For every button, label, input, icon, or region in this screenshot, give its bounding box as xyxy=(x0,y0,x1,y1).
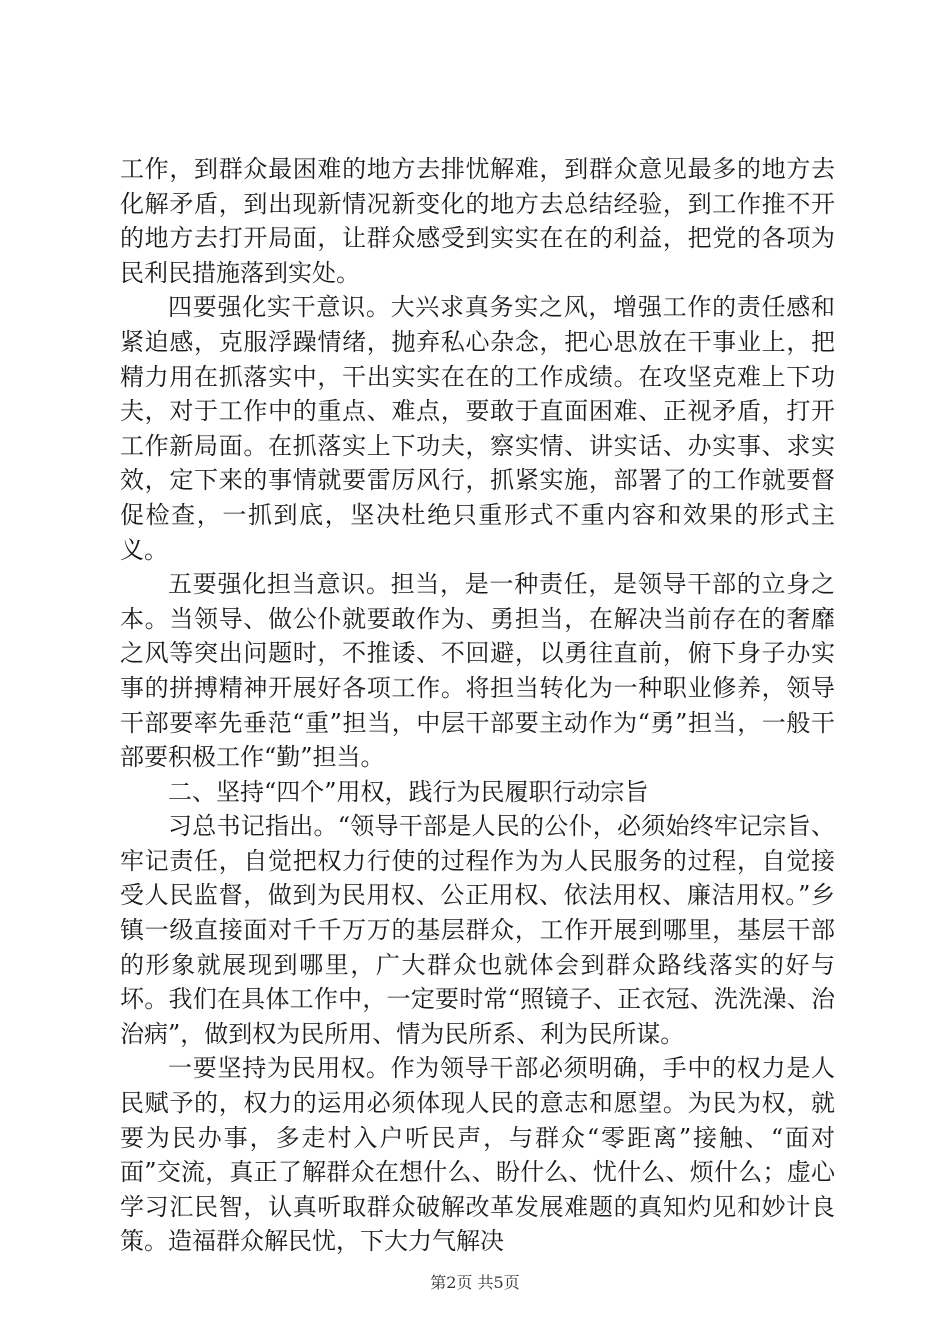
paragraph-3: 五要强化担当意识。担当，是一种责任，是领导干部的立身之本。当领导、做公仆就要敢作为、勇担当，在解决当前存在的奢靡之风等突出问题时，不推诿、不回避，以勇往直前，俯下身子办实事的拼搏精神开展好各项工作。将担当转化为一种职业修养，领导干部要率先垂范“重”担当，中层干部要主动作为“勇”担当，一般干部要积极工作“勤”担当。 xyxy=(120,570,835,772)
page-number-footer: 第2页 共5页 xyxy=(430,1273,520,1292)
paragraph-2: 四要强化实干意识。大兴求真务实之风，增强工作的责任感和紧迫感，克服浮躁情绪，抛弃私心杂念，把心思放在干事业上，把精力用在抓落实中，干出实实在在的工作成绩。在攻坚克难上下功夫，对于工作中的重点、难点，要敢于直面困难、正视矛盾，打开工作新局面。在抓落实上下功夫，察实情、讲实话、办实事、求实效，定下来的事情就要雷厉风行，抓紧实施，部署了的工作就要督促检查，一抓到底，坚决杜绝只重形式不重内容和效果的形式主义。 xyxy=(120,293,835,564)
section-heading: 二、坚持“四个”用权，践行为民履职行动宗旨 xyxy=(168,777,649,806)
paragraph-5: 一要坚持为民用权。作为领导干部必须明确，手中的权力是人民赋予的，权力的运用必须体现人民的意志和愿望。为民为权，就要为民办事，多走村入户听民声，与群众“零距离”接触、“面对面”交流，真正了解群众在想什么、盼什么、忧什么、烦什么；虚心学习汇民智，认真听取群众破解改革发展难题的真知灼见和妙计良策。造福群众解民忧，下大力气解决 xyxy=(120,1054,835,1256)
document-body xyxy=(120,152,835,1259)
paragraph-4: 习总书记指出。“领导干部是人民的公仆，必须始终牢记宗旨、牢记责任，自觉把权力行使的过程作为为人民服务的过程，自觉接受人民监督，做到为民用权、公正用权、依法用权、廉洁用权。”乡镇一级直接面对千千万万的基层群众，工作开展到哪里，基层干部的形象就展现到哪里，广大群众也就体会到群众路线落实的好与坏。我们在具体工作中，一定要时常“照镜子、正衣冠、洗洗澡、治治病”，做到权为民所用、情为民所系、利为民所谋。 xyxy=(120,812,835,1048)
paragraph-1: 工作，到群众最困难的地方去排忧解难，到群众意见最多的地方去化解矛盾，到出现新情况新变化的地方去总结经验，到工作推不开的地方去打开局面，让群众感受到实实在在的利益，把党的各项为民利民措施落到实处。 xyxy=(120,155,835,287)
